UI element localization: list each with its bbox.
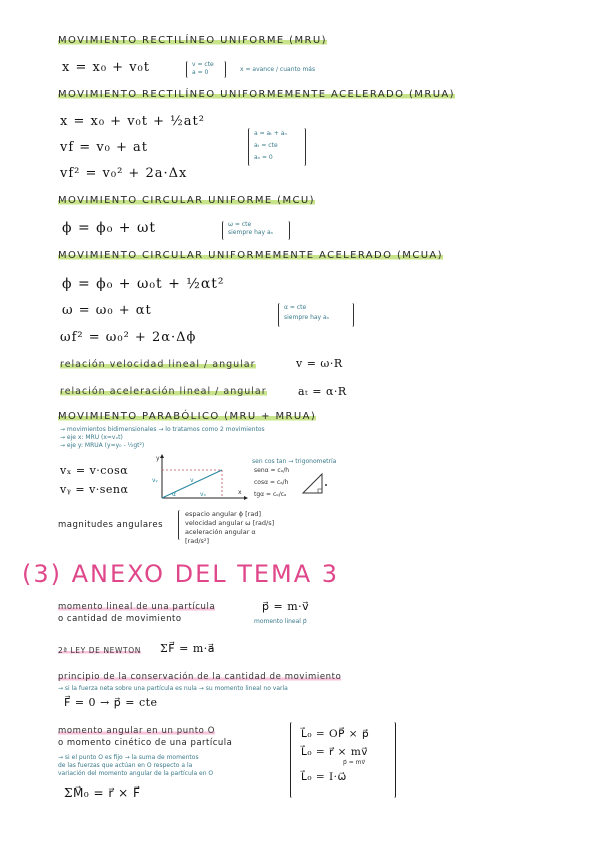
- mrua-formula-torricelli: vf² = v₀² + 2a·Δx: [60, 166, 188, 181]
- mcu-formula: ϕ = ϕ₀ + ωt: [62, 220, 157, 236]
- parabolic-note: → eje x: MRU (x=vₓt): [60, 434, 123, 441]
- relation-acceleration-formula: aₜ = α·R: [298, 385, 347, 398]
- label-alpha: α: [172, 491, 176, 498]
- mcua-box-line: α = cte: [284, 304, 307, 311]
- mru-box-line: a = 0: [192, 69, 209, 76]
- momentum-formula: p⃗ = m·v⃗: [262, 600, 310, 613]
- parabolic-heading: MOVIMIENTO PARABÓLICO (MRU + MRUA): [58, 411, 317, 422]
- angular-momentum-note: → si el punto O es fijo → la suma de momentos: [58, 754, 199, 761]
- label-v: v: [190, 477, 194, 484]
- mrua-box: [248, 128, 306, 166]
- parabolic-note: → movimientos bidimensionales → lo tratamos como 2 movimientos: [60, 426, 265, 433]
- conservation-note: → si la fuerza neta sobre una partícula es nula → su momento lineal no varía: [58, 685, 288, 692]
- parabolic-formula-vy: vᵧ = v·senα: [60, 483, 129, 496]
- mcu-heading: MOVIMIENTO CIRCULAR UNIFORME (MCU): [58, 195, 315, 206]
- triangle-shape: [303, 474, 322, 493]
- angular-magnitudes-label: magnitudes angulares: [58, 520, 164, 530]
- mrua-box-line: aₜ = cte: [254, 142, 278, 149]
- mcu-box-line: ω = cte: [228, 221, 252, 228]
- relation-acceleration-label: relación aceleración lineal / angular: [60, 386, 267, 397]
- mcu-box-line: siempre hay aₙ: [228, 229, 274, 236]
- angular-momentum-note: de las fuerzas que actúan en O respecto a la: [58, 762, 193, 769]
- newton-label: 2ª LEY DE NEWTON: [58, 646, 141, 655]
- parabolic-formula-vx: vₓ = v·cosα: [60, 464, 129, 477]
- relation-velocity-formula: v = ω·R: [296, 357, 343, 370]
- right-triangle-diagram: [300, 470, 330, 496]
- mrua-box-line: aₙ = 0: [254, 154, 273, 161]
- relation-velocity-label: relación velocidad lineal / angular: [60, 359, 256, 370]
- mrua-formula-position: x = x₀ + v₀t + ½at²: [60, 114, 205, 129]
- momentum-label: momento lineal de una partícula: [58, 602, 216, 612]
- newton-formula: ΣF⃗ = m·a⃗: [160, 642, 215, 655]
- x-axis-arrow: [244, 496, 248, 500]
- angular-momentum-box-line: p⃗ = mv⃗: [343, 759, 366, 766]
- mcua-heading: MOVIMIENTO CIRCULAR UNIFORMEMENTE ACELERADO (MCUA): [58, 250, 443, 261]
- mcua-formula-angle: ϕ = ϕ₀ + ω₀t + ½αt²: [62, 276, 225, 292]
- angular-momentum-box-line: L⃗₀ = r⃗ × mv⃗: [301, 746, 368, 758]
- conservation-formula: F⃗ = 0 → p⃗ = cte: [64, 696, 158, 709]
- angular-momentum-label: momento angular en un punto O: [58, 726, 216, 736]
- mrua-formula-velocity: vf = v₀ + at: [60, 140, 149, 155]
- mcua-formula-torricelli: ωf² = ω₀² + 2α·Δϕ: [60, 330, 197, 345]
- angular-momentum-box: [290, 722, 396, 798]
- momentum-label-alt: o cantidad de movimiento: [58, 614, 182, 624]
- trig-line: cosα = cₐ/h: [254, 479, 289, 486]
- mcua-box: [278, 303, 354, 327]
- mru-box: [186, 61, 226, 78]
- angular-momentum-note: variación del momento angular de la partícula en O: [58, 770, 214, 777]
- mru-heading: MOVIMIENTO RECTILÍNEO UNIFORME (MRU): [58, 35, 327, 46]
- mcua-formula-omega: ω = ω₀ + αt: [62, 303, 152, 318]
- angle-dot: [325, 484, 327, 486]
- trig-line: senα = cₒ/h: [254, 467, 290, 474]
- angular-momentum-box-line: L⃗₀ = OP⃗ × p⃗: [301, 728, 370, 740]
- mrua-heading: MOVIMIENTO RECTILÍNEO UNIFORMEMENTE ACELERADO (MRUA): [58, 89, 455, 100]
- label-vy: vᵧ: [152, 477, 158, 484]
- mcua-box-line: siempre hay aₙ: [284, 314, 330, 321]
- label-vx: vₓ: [200, 491, 207, 498]
- momentum-note: momento lineal p⃗: [254, 618, 307, 625]
- right-angle-mark: [318, 489, 322, 493]
- velocity-decomposition-diagram: [140, 452, 250, 502]
- angular-magnitude-item: espacio angular ϕ [rad]: [185, 510, 262, 518]
- mrua-box-line: a = aₜ + aₙ: [254, 130, 287, 137]
- velocity-vector: [162, 470, 222, 498]
- torque-formula: ΣM⃗₀ = r⃗ × F⃗: [64, 786, 141, 800]
- label-x: x: [238, 489, 242, 496]
- mru-note: x = avance / cuanto más: [240, 66, 316, 73]
- annex-title: (3) ANEXO DEL TEMA 3: [22, 560, 340, 588]
- parabolic-note: → eje y: MRUA (y=y₀ - ½gt²): [60, 442, 145, 449]
- y-axis-arrow: [160, 454, 164, 458]
- trig-line: tgα = cₒ/cₐ: [254, 491, 287, 498]
- label-y: y: [156, 455, 160, 462]
- angular-momentum-label-alt: o momento cinético de una partícula: [58, 738, 233, 748]
- trig-title: sen cos tan → trigonometría: [252, 458, 337, 465]
- angular-magnitudes-box: [178, 510, 279, 545]
- conservation-label: principio de la conservación de la cantidad de movimiento: [58, 672, 342, 682]
- angular-momentum-box-line: L⃗₀ = I·ω⃗: [301, 771, 347, 783]
- angular-magnitude-item: aceleración angular α [rad/s²]: [185, 528, 256, 545]
- mru-formula: x = x₀ + v₀t: [62, 60, 150, 75]
- mcu-box: [222, 221, 290, 240]
- angular-magnitude-item: velocidad angular ω [rad/s]: [185, 519, 275, 527]
- mru-box-line: v = cte: [192, 61, 214, 68]
